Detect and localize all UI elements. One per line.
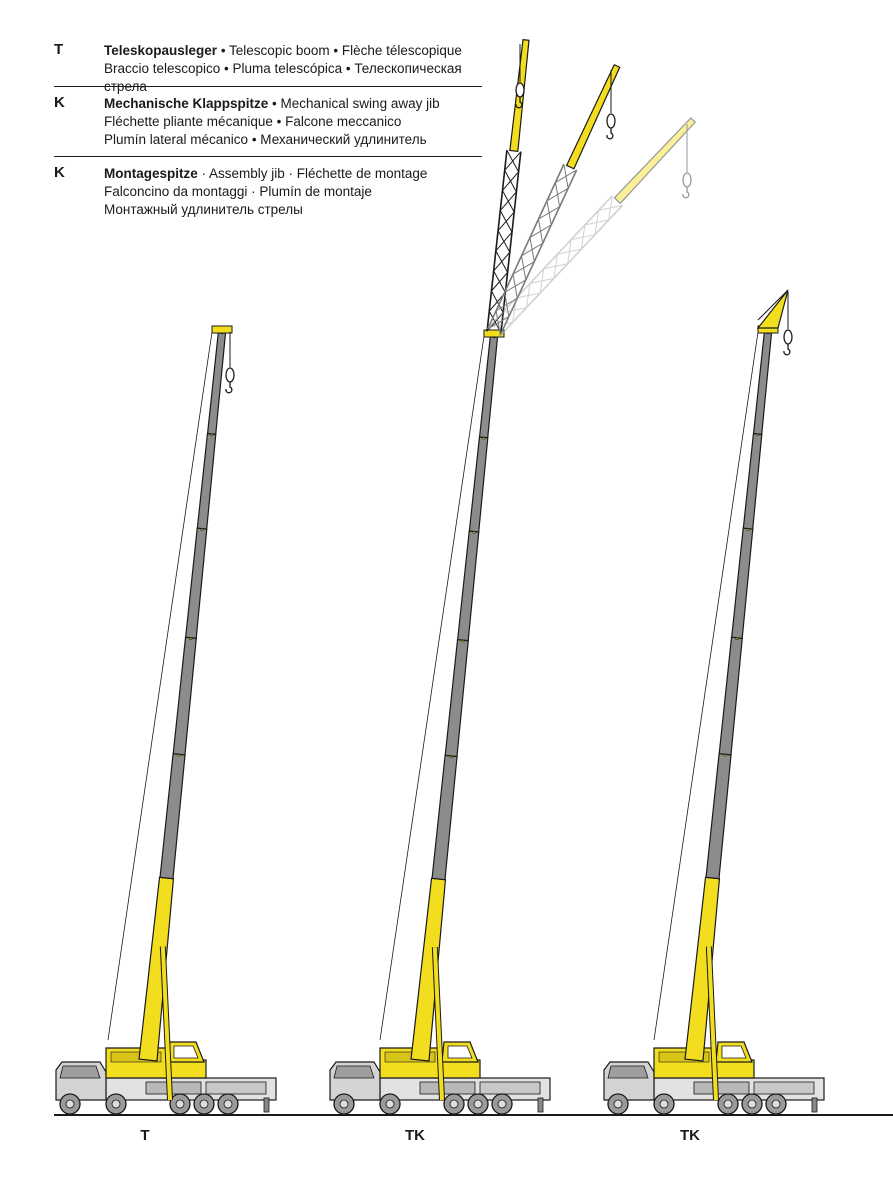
crane-t <box>56 326 276 1114</box>
telescopic-boom <box>685 326 778 1100</box>
legend-line: · Assembly jib · Fléchette de montage <box>197 166 428 181</box>
wheel-hub <box>66 1100 74 1108</box>
boom-telescopic-section <box>160 754 185 879</box>
outrigger <box>264 1098 269 1112</box>
wheel-hub <box>660 1100 668 1108</box>
truck-panel <box>420 1082 475 1094</box>
boom-telescopic-section <box>197 433 215 529</box>
crane-label-t: T <box>140 1127 150 1144</box>
hook-block <box>516 83 524 97</box>
lattice-chord <box>489 196 612 327</box>
legend-line: • Mechanical swing away jib <box>268 96 440 111</box>
truck-panel <box>146 1082 201 1094</box>
boom-telescopic-section <box>754 332 772 435</box>
telescopic-boom <box>411 330 504 1100</box>
hook-block <box>683 173 691 187</box>
hook-icon <box>683 187 689 198</box>
boom-telescopic-section <box>432 755 457 879</box>
legend-line: Fléchette pliante mécanique • Falcone meccanico <box>104 114 402 129</box>
boom-telescopic-section <box>173 637 196 755</box>
boom-telescopic-section <box>719 637 742 755</box>
crane-label-tk-1: TK <box>405 1127 425 1144</box>
wheel-hub <box>772 1100 780 1108</box>
hook-icon <box>784 344 790 355</box>
truck-cab-window <box>60 1066 100 1078</box>
truck-cab-window <box>334 1066 374 1078</box>
swing-away-jib-position <box>489 118 695 337</box>
boom-telescopic-section <box>706 754 731 879</box>
truck-panel <box>206 1082 266 1094</box>
swing-away-jib-position <box>487 40 529 333</box>
boom-telescopic-section <box>458 531 479 641</box>
truck-panel <box>754 1082 814 1094</box>
outrigger <box>812 1098 817 1112</box>
truck-panel <box>694 1082 749 1094</box>
legend-line: Braccio telescopico • Pluma telescópica • Телескопическая стрела <box>104 61 462 94</box>
legend-key: T <box>54 41 64 58</box>
legend-line: Монтажный удлинитель стрелы <box>104 202 303 217</box>
legend-key: K <box>54 164 65 181</box>
crane-label-tk-2: TK <box>680 1127 700 1144</box>
hook-icon <box>607 128 613 139</box>
truck-cab-window <box>608 1066 648 1078</box>
wheel-hub <box>450 1100 458 1108</box>
wheel-hub <box>386 1100 394 1108</box>
crane-tk-assembly-jib <box>604 290 824 1114</box>
legend-key: K <box>54 94 65 111</box>
wheel-hub <box>614 1100 622 1108</box>
boom-telescopic-section <box>186 528 207 638</box>
legend-line: Plumín lateral mécanico • Механический удлинитель <box>104 132 427 147</box>
truck-panel <box>480 1082 540 1094</box>
wheel-hub <box>498 1100 506 1108</box>
legend-title: Mechanische Klappspitze <box>104 96 269 111</box>
boom-telescopic-section <box>743 433 761 529</box>
wheel-hub <box>200 1100 208 1108</box>
boom-telescopic-section <box>445 640 468 757</box>
hook-icon <box>226 382 232 393</box>
jib-extension <box>614 118 695 203</box>
legend-title: Teleskopausleger <box>104 43 218 58</box>
hook-block <box>226 368 234 382</box>
boom-telescopic-section <box>480 336 498 438</box>
assembly-jib <box>758 290 788 328</box>
legend-line: • Telescopic boom • Flèche télescopique <box>217 43 462 58</box>
hook-block <box>607 114 615 128</box>
crane-tk-swing-away-jib <box>330 40 695 1114</box>
wheel-hub <box>112 1100 120 1108</box>
outrigger <box>538 1098 543 1112</box>
wheel-hub <box>176 1100 184 1108</box>
wheel-hub <box>340 1100 348 1108</box>
boom-head <box>212 326 232 333</box>
hook <box>226 332 234 393</box>
boom-telescopic-section <box>732 528 753 638</box>
telescopic-boom <box>139 326 232 1100</box>
wheel-hub <box>724 1100 732 1108</box>
wheel-hub <box>224 1100 232 1108</box>
boom-telescopic-section <box>469 437 487 532</box>
boom-telescopic-section <box>208 332 226 435</box>
jib-hook <box>683 124 691 198</box>
wheel-hub <box>748 1100 756 1108</box>
wheel-hub <box>474 1100 482 1108</box>
legend-line: Falconcino da montaggi · Plumín de montaje <box>104 184 372 199</box>
legend-title: Montagespitze <box>104 166 198 181</box>
hook-block <box>784 330 792 344</box>
